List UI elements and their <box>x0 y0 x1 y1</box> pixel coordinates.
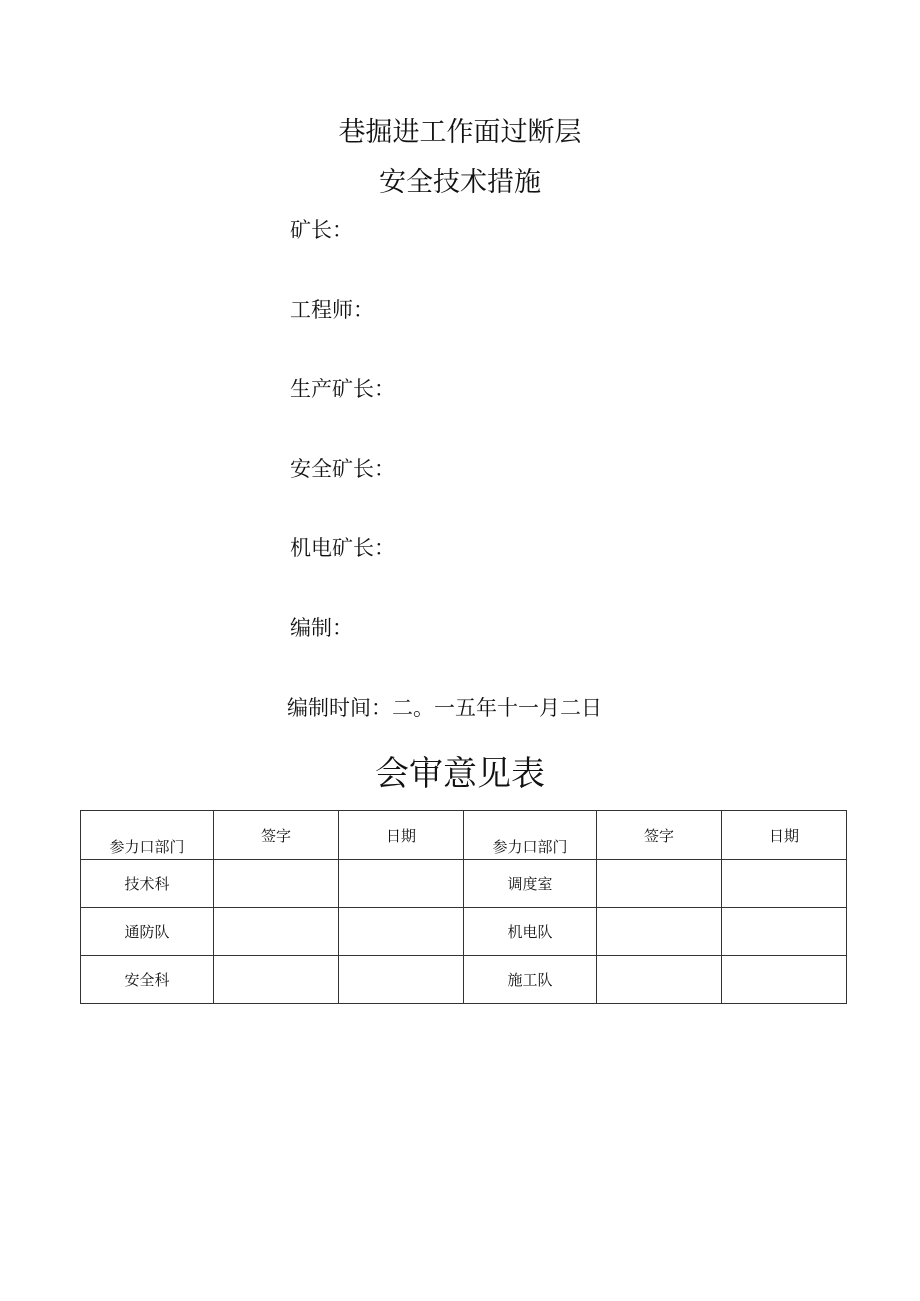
header-date-left: 日期 <box>339 811 464 860</box>
signature-safety-director: 安全矿长： <box>290 456 395 481</box>
date-cell <box>722 956 847 1004</box>
review-table-title: 会审意见表 <box>375 754 545 794</box>
table-row <box>81 908 847 956</box>
department-cell: 调度室 <box>464 860 597 908</box>
header-date-right: 日期 <box>722 811 847 860</box>
document-title-line-1: 巷掘进工作面过断层 <box>338 117 582 148</box>
date-cell <box>722 908 847 956</box>
date-cell <box>339 908 464 956</box>
header-department-left: 参力口部门 <box>81 811 214 860</box>
department-cell: 机电队 <box>464 908 597 956</box>
department-cell: 安全科 <box>81 956 214 1004</box>
date-cell <box>339 860 464 908</box>
department-cell: 通防队 <box>81 908 214 956</box>
header-signature-right: 签字 <box>597 811 722 860</box>
date-cell <box>722 860 847 908</box>
document-title-line-2: 安全技术措施 <box>379 167 541 198</box>
header-department-right: 参力口部门 <box>464 811 597 860</box>
review-table-header-row <box>81 811 847 860</box>
signature-block <box>290 212 790 689</box>
signature-cell <box>214 956 339 1004</box>
signature-mine-director: 矿长： <box>290 218 353 242</box>
signature-production-director: 生产矿长： <box>290 377 395 401</box>
signature-engineer: 工程师： <box>290 297 374 322</box>
department-cell: 施工队 <box>464 956 597 1004</box>
signature-cell <box>597 956 722 1004</box>
signature-cell <box>214 908 339 956</box>
department-cell: 技术科 <box>81 860 214 908</box>
signature-cell <box>214 860 339 908</box>
signature-electromechanical-director: 机电矿长： <box>290 536 395 560</box>
table-row <box>81 860 847 908</box>
signature-cell <box>597 860 722 908</box>
review-table <box>80 810 847 1004</box>
date-cell <box>339 956 464 1004</box>
signature-compiler: 编制： <box>290 615 353 640</box>
header-signature-left: 签字 <box>214 811 339 860</box>
table-row <box>81 956 847 1004</box>
signature-cell <box>597 908 722 956</box>
compile-date: 编制时间：二。一五年十一月二日 <box>287 696 602 720</box>
